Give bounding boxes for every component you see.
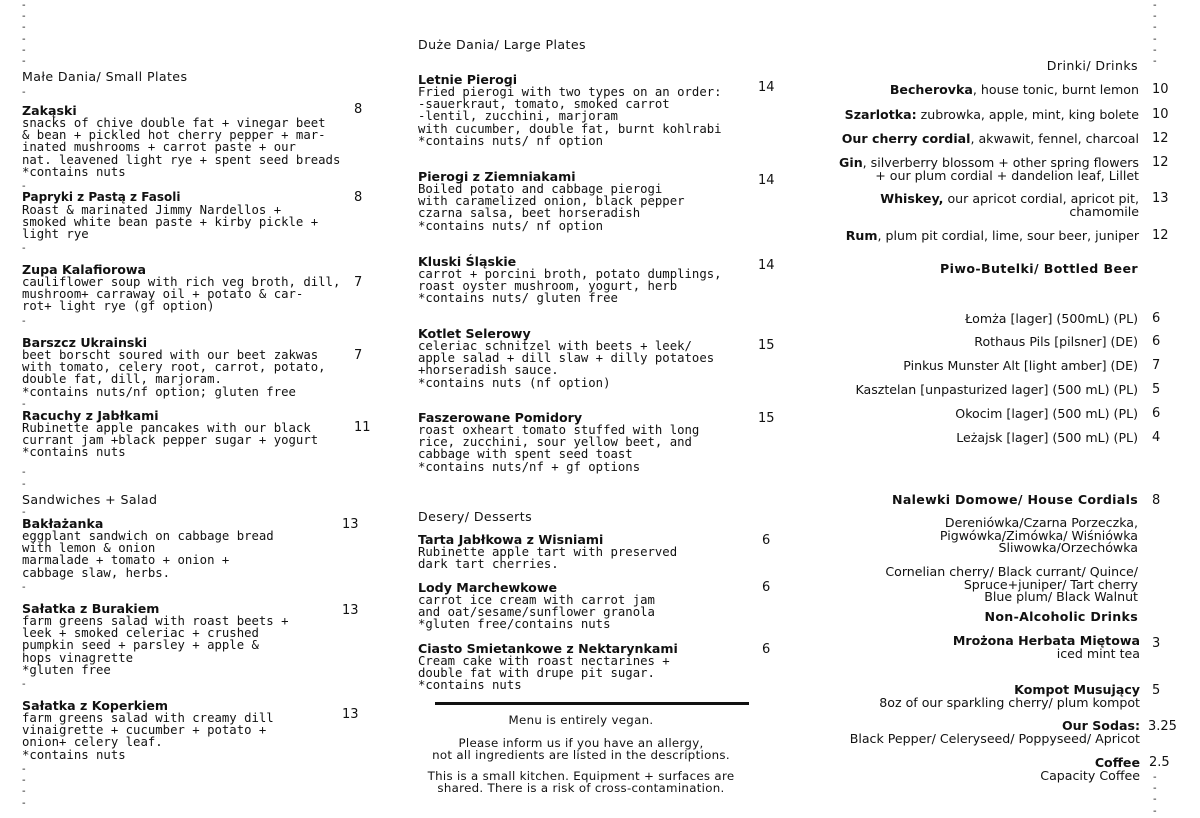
- beer-rothaus: Rothaus Pils [pilsner] (DE): [974, 334, 1138, 349]
- menu-item-faszerowane-pomidory: Faszerowane Pomidory roast oxheart tomato stuffed with long rice, zucchini, sour yellow beet, and cabbage with spent seed toast *contains nuts/nf + gf options: [418, 410, 700, 474]
- beer-lezajsk: Leżajsk [lager] (500 mL) (PL): [956, 430, 1138, 445]
- price: 6: [1152, 406, 1161, 421]
- menu-item-salatka-burakiem: Sałatka z Burakiem farm greens salad with roast beets + leek + smoked celeriac + crushed pumpkin seed + parsley + apple & hops vinagrette *gluten free: [22, 601, 289, 677]
- right-dash-markers: - - - - - -: [1153, 0, 1157, 68]
- menu-item-zakaski: Zakąski snacks of chive double fat + vinegar beet & bean + pickled hot cherry pepper + mar- inated mushrooms + carrot paste + our nat. leavened light rye + spent seed breads *contains nuts: [22, 103, 341, 179]
- drink-rum: Rum, plum pit cordial, lime, sour beer, juniper: [845, 228, 1139, 243]
- small-plates-heading: Małe Dania/ Small Plates: [22, 69, 188, 84]
- menu-item-pierogi-ziemniakami: Pierogi z Ziemniakami Boiled potato and cabbage pierogi with caramelized onion, black pepper czarna salsa, beet horseradish *contains nuts/ nf option: [418, 169, 685, 233]
- price: 15: [758, 338, 775, 353]
- price: 5: [1152, 382, 1161, 397]
- price: 3.25: [1148, 719, 1177, 734]
- menu-item-kotlet-selerowy: Kotlet Selerowy celeriac schnitzel with beets + leek/ apple salad + dill slaw + dilly potatoes +horseradish sauce. *contains nuts (nf option): [418, 326, 715, 390]
- cordials-english: Cornelian cherry/ Black currant/ Quince/ Spruce+juniper/ Tart cherry Blue plum/ Black Walnut: [885, 564, 1138, 604]
- non-alcoholic-heading: Non-Alcoholic Drinks: [984, 609, 1138, 624]
- allergy-note: Please inform us if you have an allergy, not all ingredients are listed in the descriptions.: [432, 736, 730, 762]
- menu-item-papryki: Papryki z Pastą z Fasoli Roast & marinated Jimmy Nardellos + smoked white bean paste + kirby pickle + light rye: [22, 190, 319, 242]
- price: 15: [758, 411, 775, 426]
- price: 10: [1152, 107, 1169, 122]
- price: 13: [342, 707, 359, 722]
- beer-lomza: Łomża [lager] (500mL) (PL): [965, 311, 1138, 326]
- drink-szarlotka: Szarlotka: zubrowka, apple, mint, king bolete: [844, 107, 1139, 122]
- large-plates-heading: Duże Dania/ Large Plates: [418, 37, 586, 52]
- menu-item-zupa-kalafiorowa: Zupa Kalafiorowa cauliflower soup with rich veg broth, dill, mushroom+ carraway oil + potato & car- rot+ light rye (gf option): [22, 262, 341, 314]
- price: 13: [342, 603, 359, 618]
- price: 6: [762, 533, 771, 548]
- drink-whiskey: Whiskey, our apricot cordial, apricot pit, chamomile: [880, 191, 1139, 219]
- price: 8: [354, 190, 363, 205]
- drink-cherry-cordial: Our cherry cordial, akwawit, fennel, charcoal: [841, 131, 1139, 146]
- price: 14: [758, 173, 775, 188]
- price: 7: [354, 348, 363, 363]
- price: 6: [1152, 334, 1161, 349]
- menu-item-barszcz: Barszcz Ukrainski beet borscht soured with our beet zakwas with tomato, celery root, carrot, potato, double fat, dill, marjoram. *contains nuts/nf option; gluten free: [22, 335, 326, 399]
- drinks-heading: Drinki/ Drinks: [1046, 58, 1138, 73]
- price: 12: [1152, 155, 1169, 170]
- price: 8: [354, 102, 363, 117]
- cordials-polish: Dereniówka/Czarna Porzeczka, Pigwówka/Zimówka/ Wiśniówka Śliwowka/Orzechówka: [939, 515, 1138, 555]
- price: 13: [342, 517, 359, 532]
- price: 5: [1152, 683, 1161, 698]
- drink-gin: Gin, silverberry blossom + other spring flowers + our plum cordial + dandelion leaf, Lillet: [839, 155, 1139, 183]
- menu-item-salatka-koperkiem: Sałatka z Koperkiem farm greens salad with creamy dill vinaigrette + cucumber + potato + onion+ celery leaf. *contains nuts: [22, 698, 274, 762]
- price: 3: [1152, 636, 1161, 651]
- menu-item-tarta: Tarta Jabłkowa z Wisniami Rubinette apple tart with preserved dark tart cherries.: [418, 532, 678, 572]
- drink-becherovka: Becherovka, house tonic, burnt lemon: [889, 82, 1139, 97]
- price: 11: [354, 420, 371, 435]
- menu-item-racuchy: Racuchy z Jabłkami Rubinette apple pancakes with our black currant jam +black pepper sugar + yogurt *contains nuts: [22, 408, 319, 460]
- menu-item-ciasto: Ciasto Smietankowe z Nektarynkami Cream cake with roast nectarines + double fat with drupe pit sugar. *contains nuts: [418, 641, 678, 693]
- divider: [435, 702, 749, 705]
- left-dash-markers: - - - - - -: [22, 0, 26, 68]
- price: 14: [758, 258, 775, 273]
- price: 12: [1152, 228, 1169, 243]
- price: 8: [1152, 493, 1161, 508]
- drink-coffee: Coffee Capacity Coffee: [1040, 755, 1140, 783]
- beer-heading: Piwo-Butelki/ Bottled Beer: [939, 261, 1138, 276]
- price: 6: [762, 580, 771, 595]
- drink-mrozona-herbata: Mrożona Herbata Miętowa iced mint tea: [952, 633, 1140, 661]
- price: 7: [1152, 358, 1161, 373]
- drink-sodas: Our Sodas: Black Pepper/ Celeryseed/ Poppyseed/ Apricot: [849, 718, 1140, 746]
- price: 14: [758, 80, 775, 95]
- desserts-heading: Desery/ Desserts: [418, 509, 533, 524]
- menu-item-lody: Lody Marchewkowe carrot ice cream with carrot jam and oat/sesame/sunflower granola *gluten free/contains nuts: [418, 580, 655, 632]
- beer-kasztelan: Kasztelan [unpasturized lager] (500 mL) (PL): [855, 382, 1138, 397]
- kitchen-note: This is a small kitchen. Equipment + surfaces are shared. There is a risk of cross-contamination.: [427, 769, 735, 795]
- menu-item-letnie-pierogi: Letnie Pierogi Fried pierogi with two types on an order: -sauerkraut, tomato, smoked carrot -lentil, zucchini, marjoram with cucumber, double fat, burnt kohlrabi *contains nuts/ nf option: [418, 72, 722, 148]
- vegan-note: Menu is entirely vegan.: [508, 713, 654, 727]
- price: 6: [762, 642, 771, 657]
- beer-pinkus: Pinkus Munster Alt [light amber] (DE): [903, 358, 1138, 373]
- sandwiches-heading: Sandwiches + Salad: [22, 492, 158, 507]
- menu-item-baklazanka: Bakłażanka eggplant sandwich on cabbage bread with lemon & onion marmalade + tomato + onion + cabbage slaw, herbs.: [22, 516, 274, 580]
- price: 12: [1152, 131, 1169, 146]
- drink-kompot: Kompot Musujący 8oz of our sparkling cherry/ plum kompot: [879, 682, 1140, 710]
- price: 6: [1152, 311, 1161, 326]
- price: 2.5: [1149, 755, 1170, 770]
- price: 10: [1152, 82, 1169, 97]
- price: 7: [354, 275, 363, 290]
- price: 4: [1152, 430, 1161, 445]
- price: 13: [1152, 191, 1169, 206]
- menu-item-kluski-slaskie: Kluski Śląskie carrot + porcini broth, potato dumplings, roast oyster mushroom, yogurt, herb *contains nuts/ gluten free: [418, 254, 722, 306]
- cordials-heading: Nalewki Domowe/ House Cordials: [892, 492, 1138, 507]
- beer-okocim: Okocim [lager] (500 mL) (PL): [955, 406, 1138, 421]
